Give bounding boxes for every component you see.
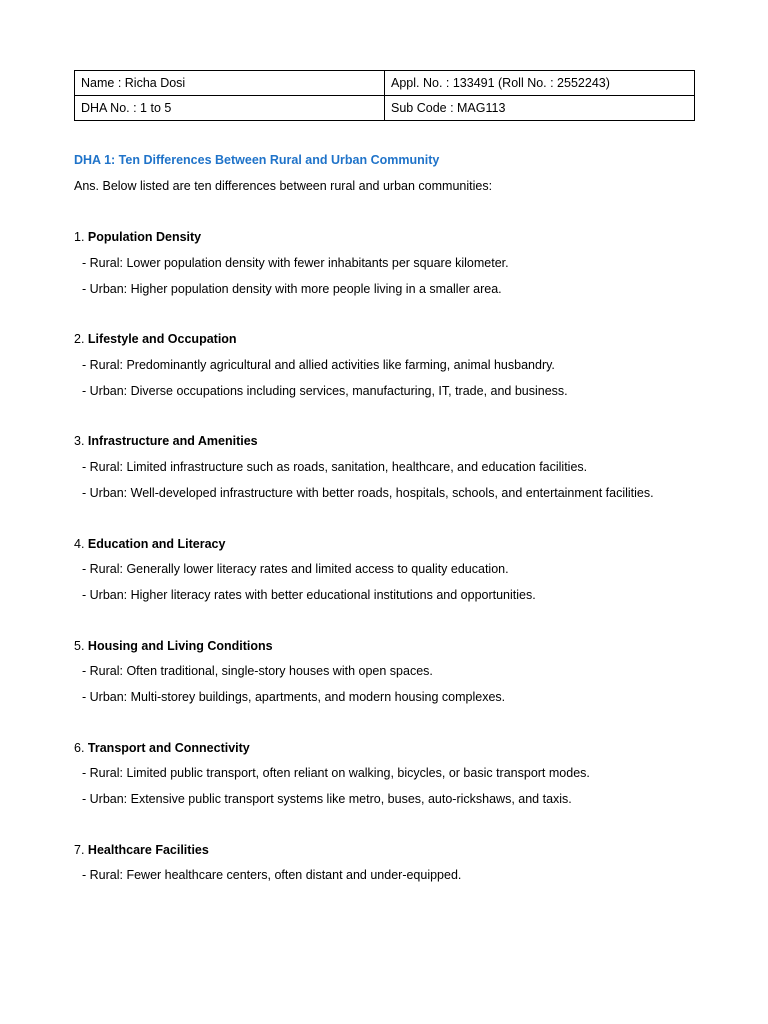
- list-item: - Rural: Fewer healthcare centers, often distant and under-equipped.: [82, 868, 462, 882]
- item-number: 6.: [74, 741, 85, 755]
- item-name: Education and Literacy: [87, 537, 226, 551]
- info-row: [75, 96, 695, 121]
- list-item: - Urban: Extensive public transport systems like metro, buses, auto-rickshaws, and taxis.: [82, 792, 572, 806]
- list-item: - Rural: Predominantly agricultural and allied activities like farming, animal husbandry.: [82, 358, 555, 372]
- item-number: 4.: [74, 537, 85, 551]
- item-number: 7.: [74, 843, 85, 857]
- intro-text: Ans. Below listed are ten differences between rural and urban communities:: [74, 179, 493, 193]
- section-heading: DHA 1: Ten Differences Between Rural and Urban Community: [74, 153, 440, 167]
- item-title: [74, 842, 209, 858]
- list-item: - Rural: Limited public transport, often reliant on walking, bicycles, or basic transport modes.: [82, 766, 590, 780]
- list-item: - Rural: Generally lower literacy rates and limited access to quality education.: [82, 562, 509, 576]
- list-item: - Urban: Well-developed infrastructure with better roads, hospitals, schools, and entertainment facilities.: [82, 486, 654, 500]
- list-item: - Rural: Limited infrastructure such as roads, sanitation, healthcare, and education facilities.: [82, 460, 588, 474]
- list-item: - Rural: Lower population density with fewer inhabitants per square kilometer.: [82, 256, 509, 270]
- student-info-table: [74, 70, 695, 121]
- item-title: [74, 740, 250, 756]
- application-number: Appl. No. : 133491 (Roll No. : 2552243): [385, 71, 695, 96]
- item-number: 2.: [74, 332, 85, 346]
- item-title: [74, 229, 201, 245]
- item-title: [74, 536, 225, 552]
- item-name: Lifestyle and Occupation: [87, 332, 237, 346]
- item-name: Population Density: [87, 230, 202, 244]
- item-number: 5.: [74, 639, 85, 653]
- item-name: Housing and Living Conditions: [87, 639, 273, 653]
- item-title: [74, 433, 258, 449]
- item-name: Infrastructure and Amenities: [87, 434, 258, 448]
- item-name: Transport and Connectivity: [87, 741, 250, 755]
- item-title: [74, 331, 237, 347]
- student-name: Name : Richa Dosi: [75, 71, 385, 96]
- info-row: [75, 71, 695, 96]
- list-item: - Rural: Often traditional, single-story houses with open spaces.: [82, 664, 433, 678]
- subject-code: Sub Code : MAG113: [385, 96, 695, 121]
- item-title: [74, 638, 273, 654]
- list-item: - Urban: Higher literacy rates with better educational institutions and opportunities.: [82, 588, 536, 602]
- item-name: Healthcare Facilities: [87, 843, 209, 857]
- list-item: - Urban: Multi-storey buildings, apartments, and modern housing complexes.: [82, 690, 506, 704]
- dha-number: DHA No. : 1 to 5: [75, 96, 385, 121]
- list-item: - Urban: Diverse occupations including services, manufacturing, IT, trade, and business.: [82, 384, 568, 398]
- item-number: 1.: [74, 230, 85, 244]
- list-item: - Urban: Higher population density with more people living in a smaller area.: [82, 282, 502, 296]
- item-number: 3.: [74, 434, 85, 448]
